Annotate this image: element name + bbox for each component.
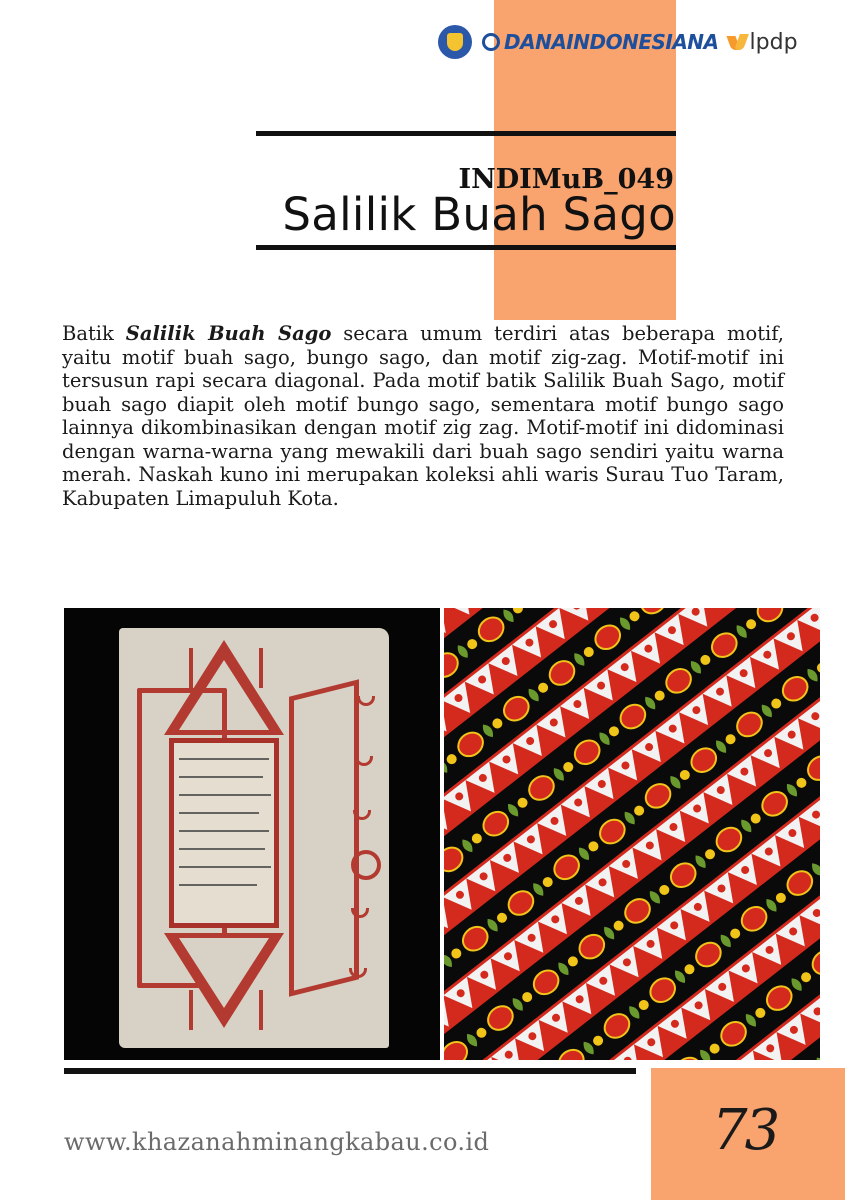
dana-indonesiana-icon <box>482 33 500 51</box>
description-lead: Batik <box>62 322 126 345</box>
page-number: 73 <box>712 1098 778 1163</box>
description-text: secara umum terdiri atas beberapa motif, yaitu motif buah sago, bungo sago, dan motif zig-zag. Motif-motif ini tersusun rapi secara diagonal. Pada motif batik Salilik Buah Sago, motif buah sago diapit oleh motif bungo sago, sementara motif bungo sago lainnya dikombinasikan dengan motif zig zag. Motif-motif ini didominasi dengan warna-warna yang mewakili dari buah sago sendiri yaitu warna merah. Naskah kuno ini merupakan koleksi ahli waris Surau Tuo Taram, Kabupaten Limapuluh Kota. <box>62 322 784 510</box>
lpdp-flame-icon <box>729 32 747 52</box>
lpdp-text: lpdp <box>749 29 798 55</box>
title-rule-top <box>256 131 676 136</box>
dana-indonesiana-text: DANAINDONESIANA <box>504 30 719 54</box>
manuscript-page <box>119 628 389 1048</box>
lpdp-logo <box>729 30 798 55</box>
manuscript-photo <box>64 608 440 1060</box>
dana-indonesiana-logo <box>482 30 719 54</box>
page-title: Salilik Buah Sago <box>282 188 676 241</box>
footer-rule <box>64 1068 636 1074</box>
sponsor-logos <box>438 22 798 62</box>
entry-code: INDIMuB_049 <box>458 164 674 195</box>
title-rule-bottom <box>256 245 676 250</box>
website-url: www.khazanahminangkabau.co.id <box>64 1128 490 1156</box>
kemdikbud-logo <box>438 25 472 59</box>
batik-pattern <box>444 608 820 1060</box>
batik-pattern-svg <box>444 608 820 1060</box>
description-paragraph <box>62 322 784 510</box>
description-emphasis: Salilik Buah Sago <box>125 322 332 345</box>
